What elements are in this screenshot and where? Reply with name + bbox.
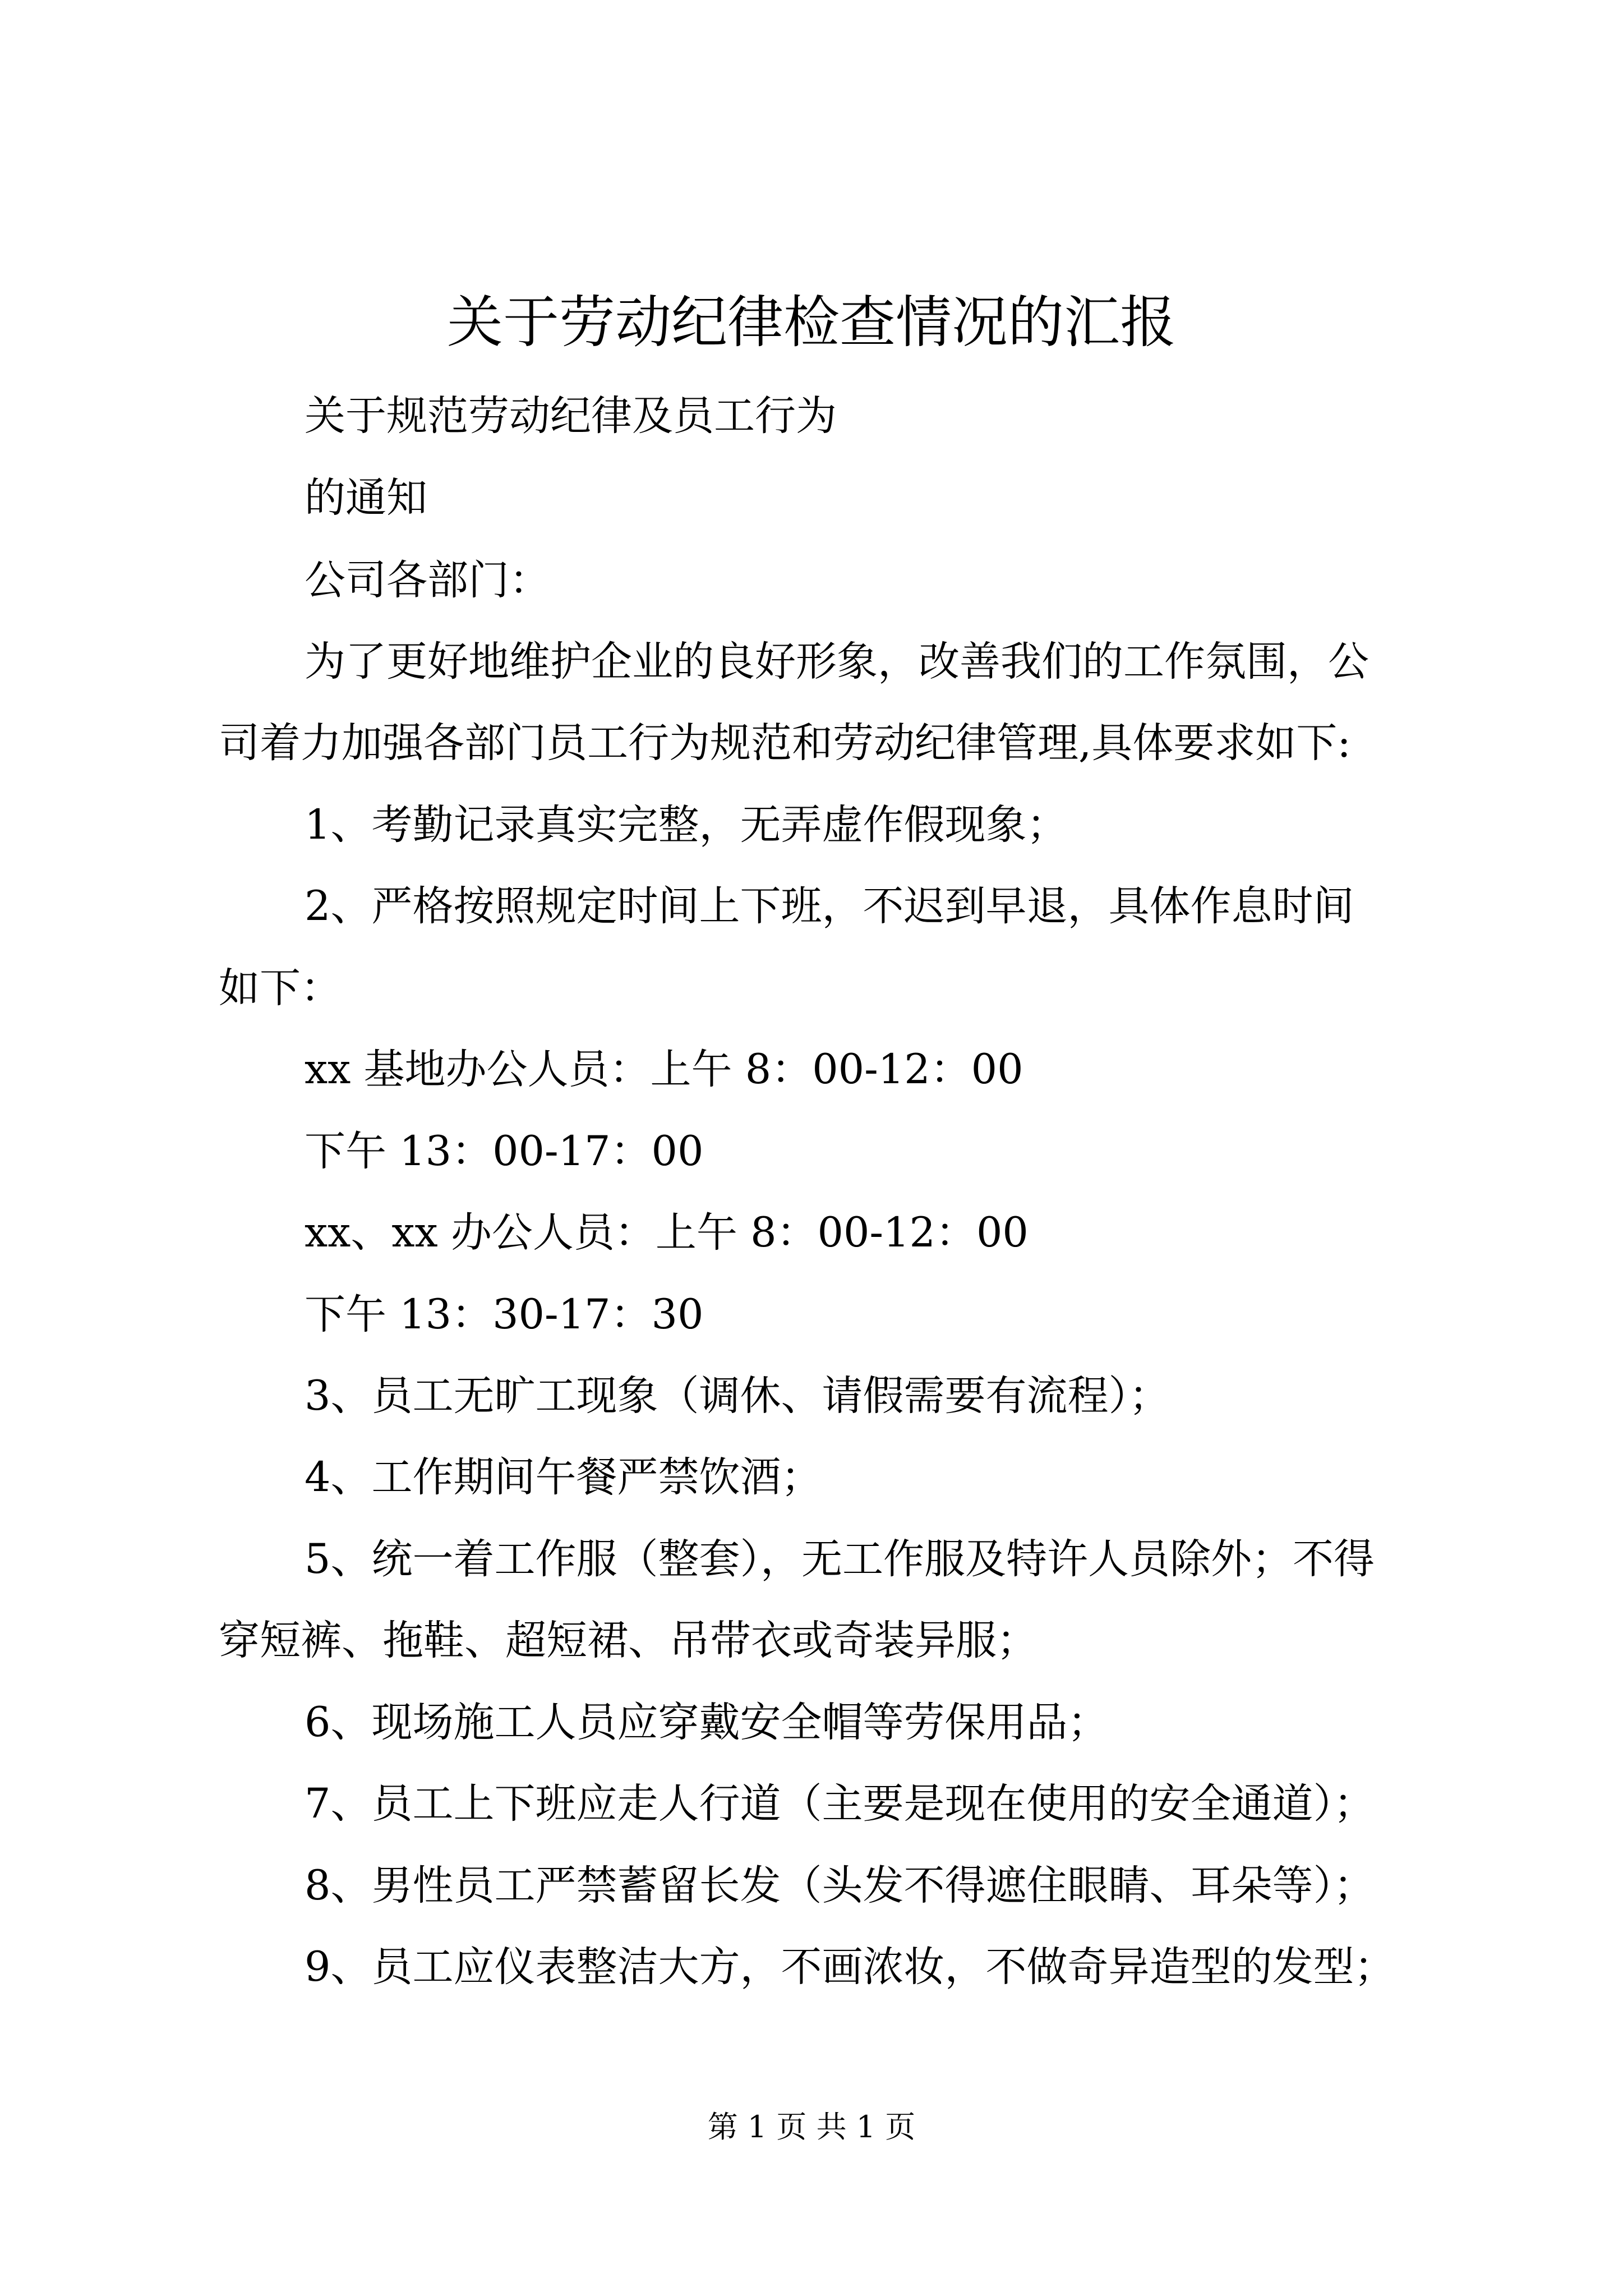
text-line: 1、考勤记录真实完整，无弄虚作假现象； <box>305 801 1068 849</box>
text-line: 4、工作期间午餐严禁饮酒； <box>305 1453 822 1501</box>
text-line: 9、员工应仪表整洁大方，不画浓妆，不做奇异造型的发型； <box>305 1943 1395 1991</box>
text-line: 司着力加强各部门员工行为规范和劳动纪律管理,具体要求如下: <box>219 719 1351 767</box>
text-line: 为了更好地维护企业的良好形象，改善我们的工作氛围，公 <box>305 638 1369 685</box>
text-line: 关于规范劳动纪律及员工行为 <box>305 392 837 440</box>
text-line: 穿短裤、拖鞋、超短裙、吊带衣或奇装异服； <box>219 1617 1038 1664</box>
text-line: 3、员工无旷工现象（调休、请假需要有流程）； <box>305 1372 1170 1420</box>
text-line: 6、现场施工人员应穿戴安全帽等劳保用品； <box>305 1699 1109 1746</box>
text-line: 2、严格按照规定时间上下班，不迟到早退，具体作息时间 <box>305 882 1354 930</box>
text-line: 8、男性员工严禁蓄留长发（头发不得遮住眼睛、耳朵等）； <box>305 1862 1375 1910</box>
page-footer: 第 1 页 共 1 页 <box>707 2109 916 2145</box>
text-line: 如下： <box>219 964 342 1012</box>
text-line: 的通知 <box>305 474 427 522</box>
text-line: 下午 13：00-17：00 <box>305 1128 704 1175</box>
text-line: 下午 13：30-17：30 <box>305 1291 704 1338</box>
text-line: xx 基地办公人员：上午 8：00-12：00 <box>305 1046 1023 1093</box>
text-line: 公司各部门： <box>305 556 550 604</box>
text-line: xx、xx 办公人员：上午 8：00-12：00 <box>305 1209 1029 1257</box>
document-title: 关于劳动纪律检查情况的汇报 <box>447 289 1176 355</box>
text-line: 5、统一着工作服（整套），无工作服及特许人员除外；不得 <box>305 1535 1375 1583</box>
text-line: 7、员工上下班应走人行道（主要是现在使用的安全通道）； <box>305 1780 1375 1828</box>
